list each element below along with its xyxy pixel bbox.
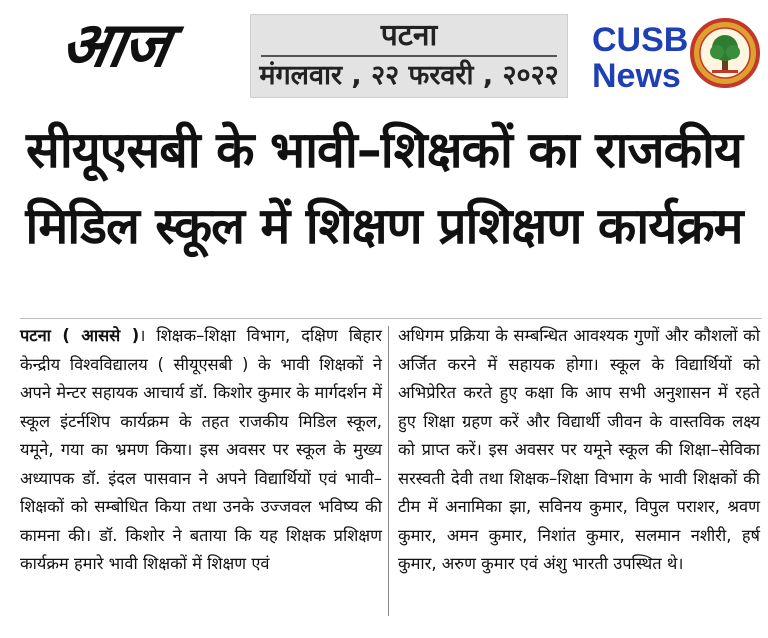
column-divider (388, 326, 389, 616)
newspaper-logo: आज (55, 8, 174, 81)
university-seal-icon (690, 18, 760, 88)
headline (0, 112, 768, 264)
dateline-box (250, 14, 568, 98)
headline-line-1: सीयूएसबी के भावी–शिक्षकों का राजकीय (26, 121, 742, 179)
article-right-text: अधिगम प्रक्रिया के सम्बन्धित आवश्यक गुणों और कौशलों को अर्जित करने में सहायक होगा। स्कूल के विद्यार्थियों को अभिप्रेरित करते हुए कक्षा कि आप सभी अनुशासन में रहते हुए शिक्षा ग्रहण करें और विद्यार्थी जीवन के वास्तविक लक्ष्य को प्राप्त करें। इस अवसर पर यमूने स्कूल की शिक्षा–सेविका सरस्वती देवी तथा शिक्षक–शिक्षा विभाग के भावी शिक्षकों की टीम में अनामिका झा, सविनय कुमार, विपुल पराशर, श्रवण कुमार, अमन कुमार, निशांत कुमार, सलमान नशीरी, हर्ष कुमार, अरुण कुमार एवं अंशु भारती उपस्थित थे। (398, 326, 760, 573)
masthead (0, 0, 768, 108)
headline-line-2: मिडिल स्कूल में शिक्षण प्रशिक्षण कार्यक्रम (25, 197, 743, 255)
dateline-divider (261, 55, 557, 57)
cusb-news-brand (592, 22, 688, 94)
article-left-text: । शिक्षक–शिक्षा विभाग, दक्षिण बिहार केन्द्रीय विश्वविद्यालय ( सीयूएसबी ) के भावी शिक्षकों ने अपने मेन्टर सहायक आचार्य डॉ. किशोर कुमार के मार्गदर्शन में स्कूल इंटर्नशिप कार्यक्रम के तहत राजकीय मिडिल स्कूल, यमूने, गया का भ्रमण किया। इस अवसर पर स्कूल के मुख्य अध्यापक डॉ. इंदल पासवान ने अपने विद्यार्थियों एवं भावी–शिक्षकों को सम्बोधित किया तथा उनके उज्जवल भविष्य की कामना की। डॉ. किशोर ने बताया कि यह शिक्षक प्रशिक्षण कार्यक्रम हमारे भावी शिक्षकों में शिक्षण एवं (20, 326, 382, 573)
brand-line-2: News (592, 57, 681, 95)
article-column-right (398, 322, 760, 579)
article-byline: पटना ( आससे ) (20, 326, 140, 345)
article-body (20, 322, 760, 622)
dateline-date: मंगलवार , २२ फरवरी , २०२२ (259, 60, 559, 91)
brand-line-1: CUSB (592, 21, 689, 59)
dateline-city: पटना (380, 18, 438, 53)
body-top-rule (20, 318, 762, 319)
article-column-left (20, 322, 382, 579)
